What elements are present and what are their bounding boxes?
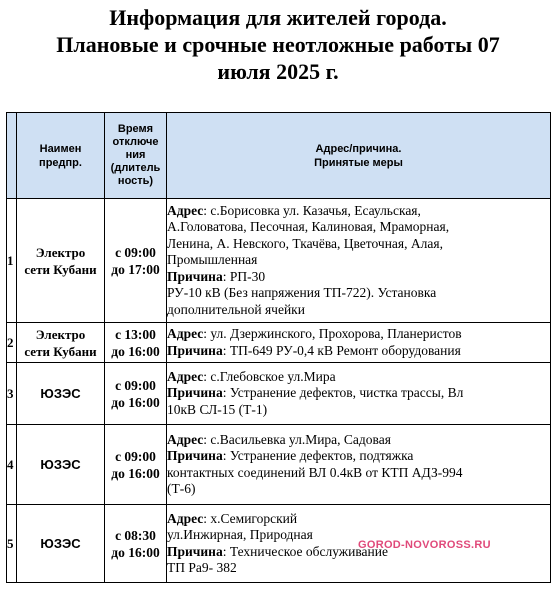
org-name: ЮЗЭС: [17, 425, 105, 505]
org-name: Электро сети Кубани: [17, 323, 105, 363]
reason-line: Причина: Устранение дефектов, подтяжка: [167, 448, 414, 463]
address-reason: Адрес: с.Борисовка ул. Казачья, Есаульская, А.Головатова, Песочная, Калиновая, Мраморная, Ленина, А. Невского, Ткачёва, Цветочная, Алая, Промышленная Причина: РП-30 РУ-10 кВ (Без напряжения ТП-722). Установка дополнительной ячейки: [167, 199, 551, 323]
address-reason: Адрес: х.Семигорский ул.Инжирная, Природная Причина: Техническое обслуживание ТП Ра9- 382: [167, 505, 551, 583]
row-number: 5: [7, 505, 17, 583]
address-reason: [167, 323, 551, 363]
page-title: [0, 4, 556, 85]
reason-line: Причина: Техническое обслуживание: [167, 543, 388, 559]
reason-line: Причина: Устранение дефектов, чистка трассы, Вл: [167, 385, 464, 401]
table-header-row: [7, 113, 551, 199]
address-line: Адрес: с.Васильевка ул.Мира, Садовая: [167, 431, 391, 447]
row-number: 3: [7, 363, 17, 425]
org-name: ЮЗЭС: [17, 505, 105, 583]
outage-time: с 08:30 до 16:00: [105, 505, 167, 583]
title-line-2: Плановые и срочные неотложные работы 07: [56, 32, 500, 57]
outage-time: с 13:00 до 16:00: [105, 323, 167, 363]
table-row: [7, 323, 551, 363]
title-line-1: Информация для жителей города.: [109, 5, 447, 30]
address-reason: Адрес: с.Васильевка ул.Мира, Садовая Причина: Устранение дефектов, подтяжка контактных соединений ВЛ 0.4кВ от КТП АДЗ-994 (Т-6): [167, 425, 551, 505]
address-line: Адрес: с.Борисовка ул. Казачья, Есаульская,: [167, 202, 421, 218]
address-line: Адрес: х.Семигорский: [167, 510, 298, 526]
table-row: [7, 363, 551, 425]
table-row: [7, 199, 551, 323]
reason-line: Причина: РП-30: [167, 268, 266, 284]
header-num: [7, 113, 17, 199]
outage-time: с 09:00 до 17:00: [105, 199, 167, 323]
watermark: GOROD-NOVOROSS.RU: [358, 539, 491, 551]
row-number: 2: [7, 323, 17, 363]
outage-time: с 09:00 до 16:00: [105, 363, 167, 425]
address-line: Адрес: ул. Дзержинского, Прохорова, Планеристов: [167, 326, 462, 341]
title-line-3: июля 2025 г.: [217, 59, 339, 84]
org-name: Электро сети Кубани: [17, 199, 105, 323]
row-number: 4: [7, 425, 17, 505]
address-reason: Адрес: с.Глебовское ул.Мира Причина: Устранение дефектов, чистка трассы, Вл 10кВ СЛ-15 (Т-1): [167, 363, 551, 425]
reason-line: Причина: ТП-649 РУ-0,4 кВ Ремонт оборудования: [167, 342, 461, 358]
header-time: Время отключе ния (длитель ность): [105, 113, 167, 199]
org-name: ЮЗЭС: [17, 363, 105, 425]
address-line: Адрес: с.Глебовское ул.Мира: [167, 368, 336, 384]
header-org: Наимен предпр.: [17, 113, 105, 199]
outage-time: с 09:00 до 16:00: [105, 425, 167, 505]
table-row: [7, 425, 551, 505]
row-number: 1: [7, 199, 17, 323]
header-info: Адрес/причина. Принятые меры: [167, 113, 551, 199]
works-table: [6, 112, 551, 583]
